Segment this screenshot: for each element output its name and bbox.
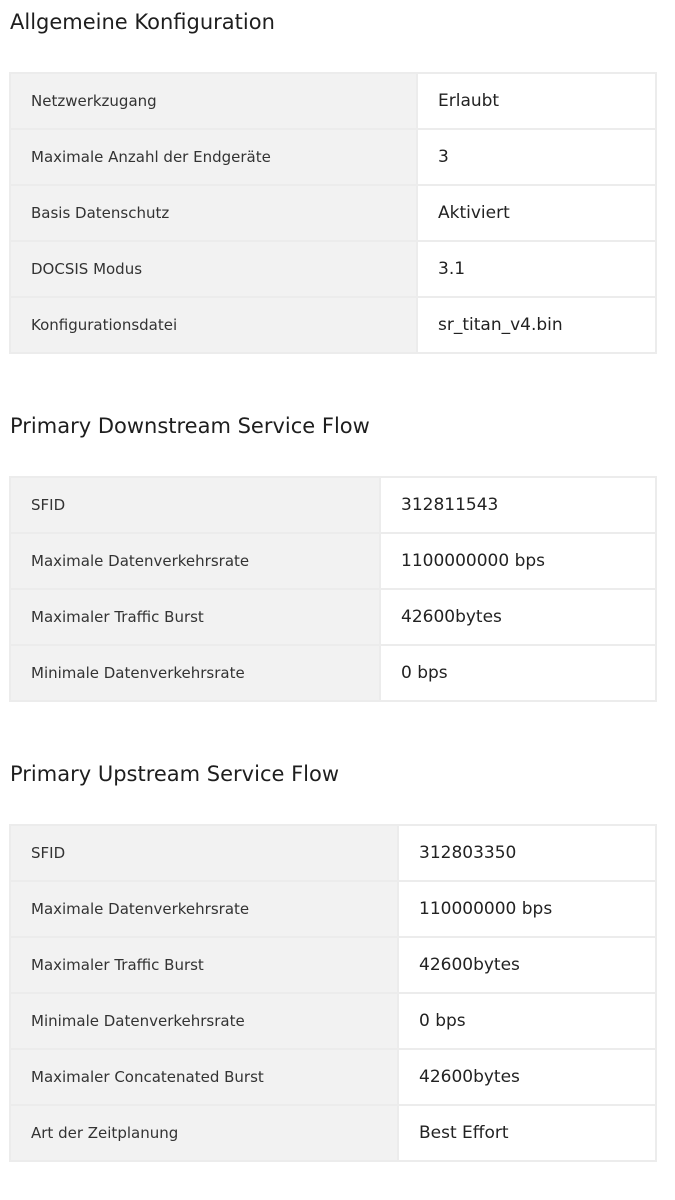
- upstream-flow-title: Primary Upstream Service Flow: [10, 762, 340, 786]
- row-label: Maximale Anzahl der Endgeräte: [11, 130, 418, 184]
- row-label: SFID: [11, 826, 399, 880]
- row-value: 312811543: [401, 495, 499, 515]
- downstream-flow-title: Primary Downstream Service Flow: [10, 414, 370, 438]
- table-row: [11, 130, 655, 186]
- row-label: Minimale Datenverkehrsrate: [11, 646, 381, 700]
- table-row: [11, 994, 655, 1050]
- row-label: SFID: [11, 478, 381, 532]
- row-value: 42600bytes: [419, 955, 520, 975]
- table-row: [11, 590, 655, 646]
- row-value: 0 bps: [419, 1011, 466, 1031]
- table-row: [11, 882, 655, 938]
- row-label: Maximale Datenverkehrsrate: [11, 534, 381, 588]
- row-label: Maximale Datenverkehrsrate: [11, 882, 399, 936]
- upstream-flow-table: [9, 824, 657, 1162]
- table-row: [11, 186, 655, 242]
- row-label: Minimale Datenverkehrsrate: [11, 994, 399, 1048]
- row-value: 42600bytes: [419, 1067, 520, 1087]
- row-value: 312803350: [419, 843, 517, 863]
- row-label: Konfigurationsdatei: [11, 298, 418, 352]
- general-config-title: Allgemeine Konfiguration: [10, 10, 275, 34]
- row-value: 42600bytes: [401, 607, 502, 627]
- downstream-flow-table: [9, 476, 657, 702]
- row-label: Art der Zeitplanung: [11, 1106, 399, 1160]
- table-row: [11, 242, 655, 298]
- row-value: 3: [438, 147, 449, 167]
- row-label: Maximaler Traffic Burst: [11, 590, 381, 644]
- row-label: Netzwerkzugang: [11, 74, 418, 128]
- table-row: [11, 74, 655, 130]
- row-label: Maximaler Traffic Burst: [11, 938, 399, 992]
- row-value: Aktiviert: [438, 203, 510, 223]
- row-value: 3.1: [438, 259, 466, 279]
- table-row: [11, 938, 655, 994]
- row-value: Erlaubt: [438, 91, 500, 111]
- row-label: DOCSIS Modus: [11, 242, 418, 296]
- row-value: 110000000 bps: [419, 899, 553, 919]
- row-value: Best Effort: [419, 1123, 509, 1143]
- row-value: 0 bps: [401, 663, 448, 683]
- general-config-table: [9, 72, 657, 354]
- row-value: 1100000000 bps: [401, 551, 546, 571]
- table-row: [11, 1106, 655, 1160]
- row-label: Basis Datenschutz: [11, 186, 418, 240]
- table-row: [11, 646, 655, 700]
- row-value: sr_titan_v4.bin: [438, 315, 563, 335]
- table-row: [11, 826, 655, 882]
- table-row: [11, 298, 655, 352]
- table-row: [11, 1050, 655, 1106]
- row-label: Maximaler Concatenated Burst: [11, 1050, 399, 1104]
- table-row: [11, 534, 655, 590]
- table-row: [11, 478, 655, 534]
